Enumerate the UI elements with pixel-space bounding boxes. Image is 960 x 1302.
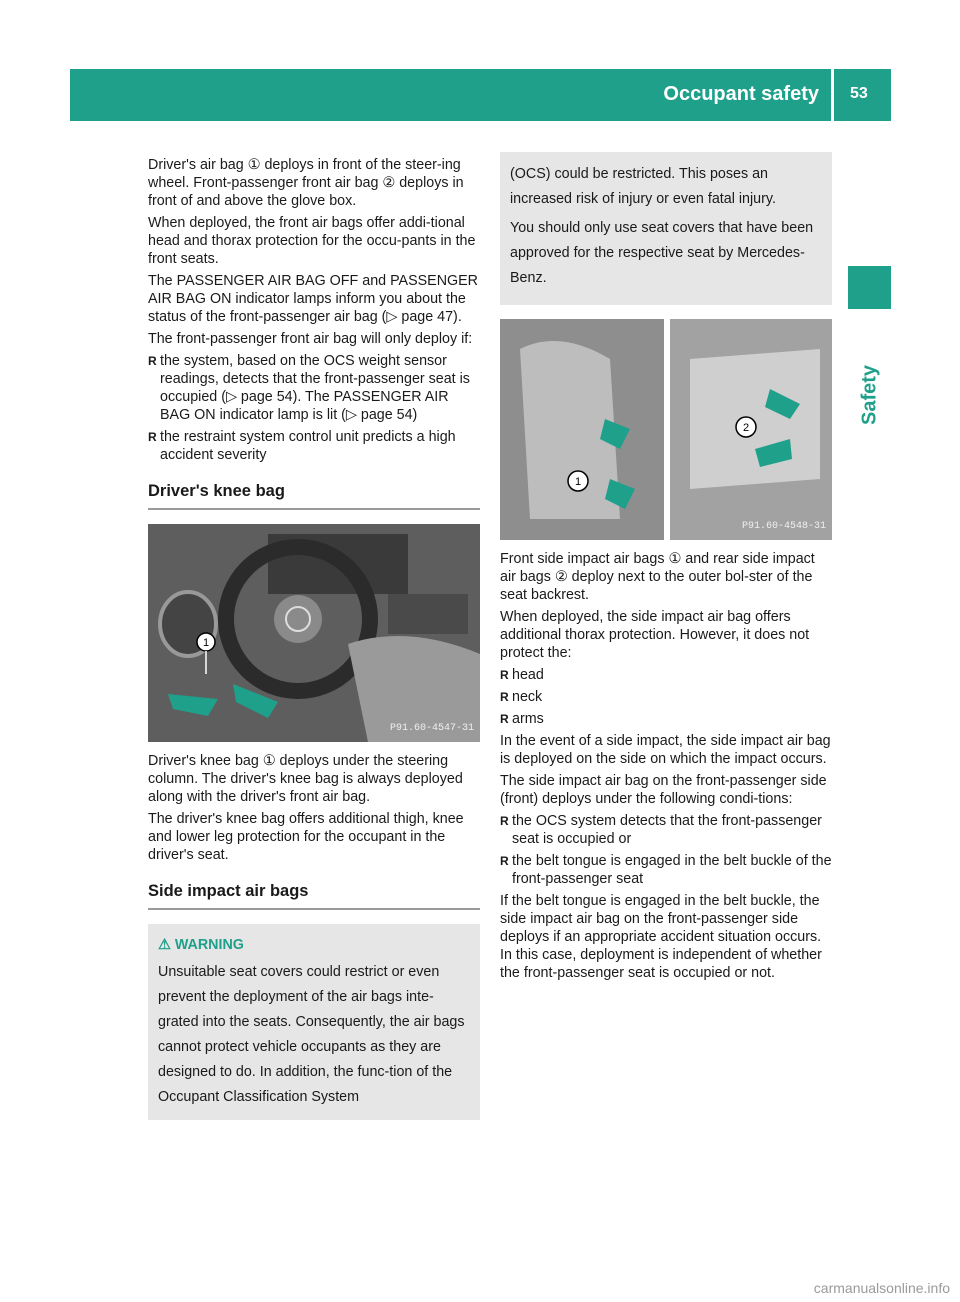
svg-text:1: 1 [202,637,210,649]
bullet-item: R the OCS system detects that the front-passenger seat is occupied or [500,812,832,848]
side-impact-heading: Side impact air bags [148,882,480,910]
left-column [148,156,480,1120]
paragraph: Front side impact air bags ① and rear side impact air bags ② deploy next to the outer bol-ster of the seat backrest. [500,551,815,603]
bullet-item: R neck [500,688,832,706]
right-column [500,152,832,986]
knee-bag-figure [148,524,480,742]
section-title: Occupant safety [663,83,819,105]
paragraph: Driver's air bag ① deploys in front of the steer-ing wheel. Front-passenger front air bag ② deploys in front of and above the glove box. [148,157,464,209]
svg-text:1: 1 [574,476,582,488]
dashboard-illustration [148,524,480,742]
figure-code: P91.60-4548-31 [741,521,826,532]
paragraph: If the belt tongue is engaged in the belt buckle, the side impact air bag on the front-passenger side deploys if an appropriate accident situation occurs. In this case, deployment is independent of whether the front-passenger seat is occupied or not. [500,893,822,981]
paragraph: The PASSENGER AIR BAG OFF and PASSENGER AIR BAG ON indicator lamps inform you about the status of the front-passenger air bag (▷ page 47). [148,273,478,325]
header-bar [70,69,891,121]
warning-header [158,936,470,954]
warning-continuation [500,152,832,305]
svg-text:2: 2 [742,422,750,434]
warning-title: WARNING [174,937,244,953]
paragraph: The driver's knee bag offers additional thigh, knee and lower leg protection for the occupant in the driver's seat. [148,811,464,863]
warning-box [148,924,480,1120]
header-divider [831,69,834,121]
paragraph: The front-passenger front air bag will only deploy if: [148,331,473,347]
warning-text: You should only use seat covers that have been approved for the respective seat by Mercedes-Benz. [510,220,814,286]
bullet-item: R the restraint system control unit predicts a high accident severity [148,428,480,464]
chapter-label-text: Safety [858,364,880,426]
paragraph: In the event of a side impact, the side impact air bag is deployed on the side on which the impact occurs. [500,733,831,767]
paragraph: When deployed, the side impact air bag offers additional thorax protection. However, it does not protect the: [500,609,810,661]
bullet-item: R arms [500,710,832,728]
bullet-item: R the system, based on the OCS weight sensor readings, detects that the front-passenger seat is occupied (▷ page 54). The PASSENGER AIR BAG ON indicator lamp is lit (▷ page 54) [148,352,480,424]
watermark: carmanualsonline.info [813,1280,950,1296]
warning-text: (OCS) could be restricted. This poses an increased risk of injury or even fatal injury. [510,166,776,207]
chapter-tab [848,266,891,309]
warning-icon: ⚠ [158,937,171,953]
bullet-item: R head [500,666,832,684]
figure-code: P91.60-4547-31 [389,723,474,734]
page-number: 53 [850,85,868,102]
paragraph: The side impact air bag on the front-passenger side (front) deploys under the following condi-tions: [500,773,827,807]
bullet-item: R the belt tongue is engaged in the belt buckle of the front-passenger seat [500,852,832,888]
knee-bag-heading: Driver's knee bag [148,482,480,510]
paragraph: Driver's knee bag ① deploys under the steering column. The driver's knee bag is always deployed along with the driver's front air bag. [148,753,463,805]
seats-illustration [500,319,832,540]
paragraph: When deployed, the front air bags offer addi-tional head and thorax protection for the occu-pants in the front seats. [148,215,476,267]
side-airbag-figure [500,319,832,540]
warning-text: Unsuitable seat covers could restrict or even prevent the deployment of the air bags inte-grated into the seats. Consequently, the air bags cannot protect vehicle occupants as they are designed to do. In addition, the func-tion of the Occupant Classification System [158,964,465,1105]
